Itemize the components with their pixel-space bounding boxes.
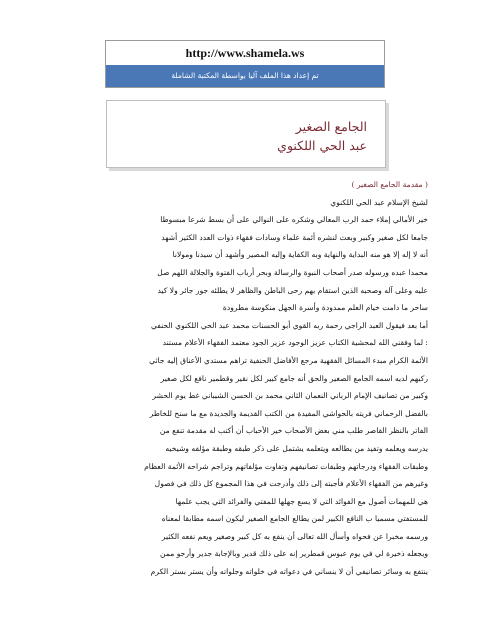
body-line: ركبهم لديه اسمه الجامع الصغير والحق أنه جامع كبير لكل نقير وقطمير نافع لكل صغير — [160, 373, 428, 383]
body-line: للمستفتي مسميا ب النافع الكبير لمن يطالع الجامع الصغير ليكون اسمه مطابقا لمعناه — [161, 514, 428, 524]
section-heading: ( مقدمة الجامع الصغير ) — [351, 180, 428, 189]
book-title: الجامع الصغير — [295, 119, 367, 134]
body-line: هي للمهمات أصول مع الفوائد التي لا يسع جهلها للمفتي والفرائد التي يجب علمها — [175, 496, 428, 506]
body-line: : لما وفقني الله لمحشية الكتاب عزيز الوجود عزير الجود معتمد الفقهاء الأعلام مستند — [162, 338, 428, 348]
body-line: الفاتر بالنظر القاصر طلب مني بعض الأصحاب خير الأحباب أن أكتب له مقدمة تنفع من — [159, 426, 428, 436]
body-line: ساحر ما دامت خيام العلم ممدودة وأسرة الجهل منكوسة مطرودة — [222, 303, 428, 313]
document-body — [52, 176, 428, 581]
body-line: بالفضل الرحماني فريته بالحواشي المفيدة من الكتب القديمة والجديدة مع ما سنح للخاطر — [149, 408, 428, 418]
body-line: يدرسه ويعلمه وتفيد من يطالعه ويتعلمه يشتمل على ذكر طبقه وطبقة مؤلفه وشيخيه — [165, 443, 428, 453]
body-line: أنه لا إله إلا هو منه البداية والنهاية وبه الكفاية وإليه المصير وأشهد أن سيدنا ومولانا — [172, 250, 428, 260]
body-line: ورسمه مخبرا عن فحواه وأسأل الله تعالى أن ينفع به كل كبير وصغير ويعم نفعه الكثير — [161, 531, 428, 541]
body-line: وكبير من تصانيف الإمام الرباني النعمان الثاني محمد بن الحسن الشيباني غط يوم الحشر — [152, 391, 428, 401]
body-line: عليه وعلى آله وصحبه الذين استقام بهم رحى الباطن والظاهر لا يطلئه جور جائر ولا كيد — [157, 285, 428, 295]
book-author: عبد الحي اللكنوي — [277, 138, 367, 153]
body-line: الأئمة الكرام مبدء المسائل الفقهية مرجع الأفاضل الحنفية تراهم مستدي الأعناق إليه جاثي — [149, 355, 428, 365]
body-line: وطبقات الفقهاء ودرجاتهم وطبقات تصانيفهم وتفاوت مؤلفاتهم وتراجم شراحه الأئمة العظام — [144, 461, 428, 471]
book-title-box — [106, 100, 386, 168]
body-line: محمدا عبده ورسوله صدر أصحاب النبوة والرسالة وبحر أرباب الفتوة والجلالة اللهم صل — [157, 267, 428, 277]
body-line: وغيرهم من الفقهاء الأعلام فأجبته إلى ذلك وأدرجت في هذا المجموع كل ذلك في فصول — [154, 479, 428, 489]
body-line: أما بعد فيقول العبد الراجي رحمة ربه القوي أبو الحسنات محمد عبد الحي اللكنوي الحنفي — [150, 320, 428, 330]
body-line: ينتفع به وسائر تصانيفي أن لا ينساني في دعواته في خلواته وجلواته وأن يستر بستر الكرم — [150, 567, 428, 577]
generated-note: تم إعداد هذا الملف آليا بواسطة المكتبة الشاملة — [106, 65, 384, 87]
body-line: خير الأمالي إملاء حمد الرب المعالي وشكره على النوالي على أن بسط شرعا مبسوطا — [160, 215, 428, 225]
source-url[interactable]: http://www.shamela.ws — [185, 46, 305, 60]
body-line: ويجعله ذخيرة لي في يوم عبوس قمطرير إنه على ذلك قدير وبالإجابة جدير وأرجو ممن — [160, 549, 428, 559]
body-line: لشيخ الإسلام عبد الحي اللكنوي — [330, 197, 428, 207]
body-line: جامعا لكل صغير وكبير وبعث لنشره أئمة علماء وسادات فقهاء ذوات العدد الكثير أشهد — [161, 232, 428, 242]
source-header — [105, 40, 385, 88]
